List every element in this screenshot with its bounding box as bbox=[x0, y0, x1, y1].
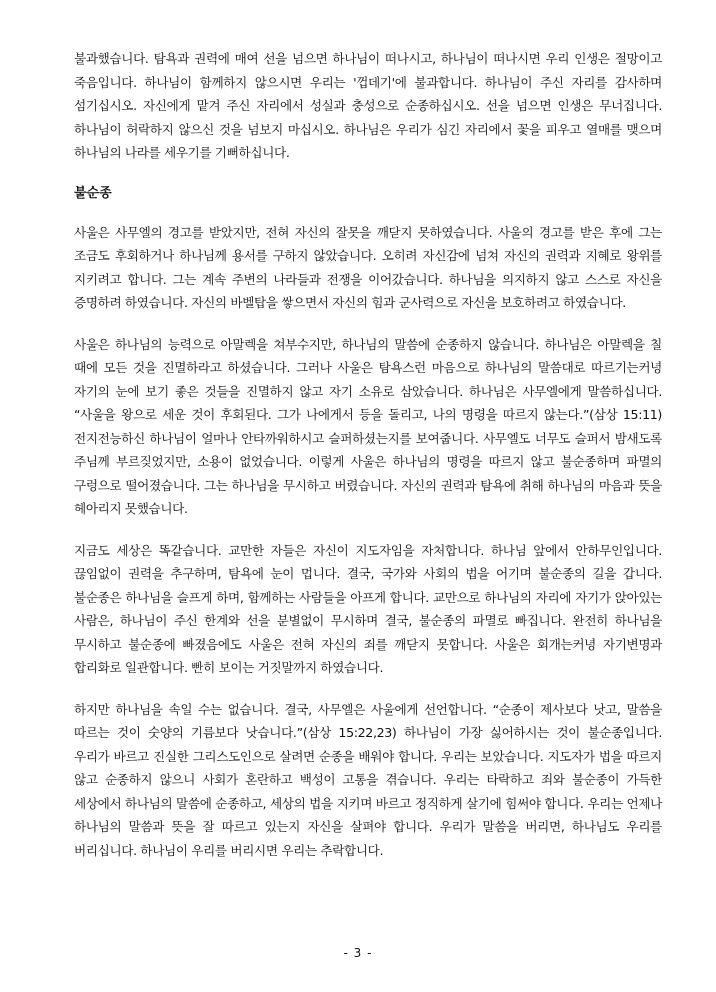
section-title: 불순종 bbox=[74, 185, 112, 201]
body-paragraph: 사울은 사무엘의 경고를 받았지만, 전혀 자신의 잘못을 깨닫지 못하였습니다. 사울의 경고를 받은 후에 그는 조금도 후회하거나 하나님께 용서를 구하지 않았습니다. 오히려 자신감에 넘쳐 자신의 권력과 지혜로 왕위를 지키려고 합니다. 그는 계속 주변의 나라들과 전쟁을 이어갔습니다. 하나님을 의지하지 않고 스스로 자신을 증명하려 하였습니다. 자신의 바벨탑을 쌓으면서 자신의 힘과 군사력으로 자신을 보호하려고 하였습니다. bbox=[74, 224, 662, 310]
body-paragraph: 하지만 하나님을 속일 수는 없습니다. 결국, 사무엘은 사울에게 선언합니다. “순종이 제사보다 낫고, 말씀을 따르는 것이 숫양의 기름보다 낫습니다.”(삼상 15:22,23) 하나님이 가장 싫어하시는 것이 불순종입니다. 우리가 바르고 진실한 그리스도인으로 살려면 순종을 배워야 합니다. 우리는 보았습니다. 지도자가 법을 따르지 않고 순종하지 않으니 사회가 혼란하고 백성이 고통을 겪습니다. 우리는 타락하고 죄와 불순종이 가득한 세상에서 하나님의 말씀에 순종하고, 세상의 법을 지키며 바르고 정직하게 살기에 힘써야 합니다. 우리는 언제나 하나님의 말씀과 뜻을 잘 따르고 있는지 자신을 살펴야 합니다. 우리가 말씀을 버리면, 하나님도 우리를 버리십니다. 하나님이 우리를 버리시면 우리는 추락합니다. bbox=[74, 701, 662, 858]
intro-paragraph: 불과했습니다. 탐욕과 권력에 매여 선을 넘으면 하나님이 떠나시고, 하나님이 떠나시면 우리 인생은 절망이고 죽음입니다. 하나님이 함께하지 않으시면 우리는 '껍데기'에 불과합니다. 하나님이 주신 자리를 감사하며 섬기십시오. 자신에게 맡겨 주신 자리에서 성실과 충성으로 순종하십시오. 선을 넘으면 인생은 무너집니다. 하나님이 허락하지 않으신 것을 넘보지 마십시오. 하나님은 우리가 심긴 자리에서 꽃을 피우고 열매를 맺으며 하나님의 나라를 세우기를 기뻐하십니다. bbox=[74, 51, 662, 160]
body-paragraph: 사울은 하나님의 능력으로 아말렉을 쳐부수지만, 하나님의 말씀에 순종하지 않습니다. 하나님은 아말렉을 칠 때에 모든 것을 진멸하라고 하셨습니다. 그러나 사울은 탐욕스런 마음으로 하나님의 말씀대로 따르기는커녕 자기의 눈에 보기 좋은 것들을 진멸하지 않고 자기 소유로 삼았습니다. 하나님은 사무엘에게 말씀하십니다. “사울을 왕으로 세운 것이 후회된다. 그가 나에게서 등을 돌리고, 나의 명령을 따르지 않는다.”(삼상 15:11) 전지전능하신 하나님이 얼마나 안타까워하시고 슬퍼하셨는지를 보여줍니다. 사무엘도 너무도 슬퍼서 밤새도록 주님께 부르짖었지만, 소용이 없었습니다. 이렇게 사울은 하나님의 명령을 따르지 않고 불순종하며 파멸의 구렁으로 떨어졌습니다. 그는 하나님을 무시하고 버렸습니다. 자신의 권력과 탐욕에 취해 하나님의 마음과 뜻을 헤아리지 못했습니다. bbox=[74, 336, 662, 516]
page-content bbox=[74, 47, 662, 880]
page-number: - 3 - bbox=[343, 946, 373, 960]
body-paragraph: 지금도 세상은 똑같습니다. 교만한 자들은 자신이 지도자임을 자처합니다. 하나님 앞에서 안하무인입니다. 끊임없이 권력을 추구하며, 탐욕에 눈이 멉니다. 결국, 국가와 사회의 법을 어기며 불순종의 길을 갑니다. 불순종은 하나님을 슬프게 하며, 함께하는 사람들을 아프게 합니다. 교만으로 하나님의 자리에 자기가 앉아있는 사람은, 하나님이 주신 한계와 선을 분별없이 무시하며 결국, 불순종의 파멸로 빠집니다. 완전히 하나님을 무시하고 불순종에 빠졌음에도 사울은 전혀 자신의 죄를 깨닫지 못합니다. 사울은 회개는커녕 자기변명과 합리화로 일관합니다. 빤히 보이는 거짓말까지 하였습니다. bbox=[74, 542, 662, 675]
